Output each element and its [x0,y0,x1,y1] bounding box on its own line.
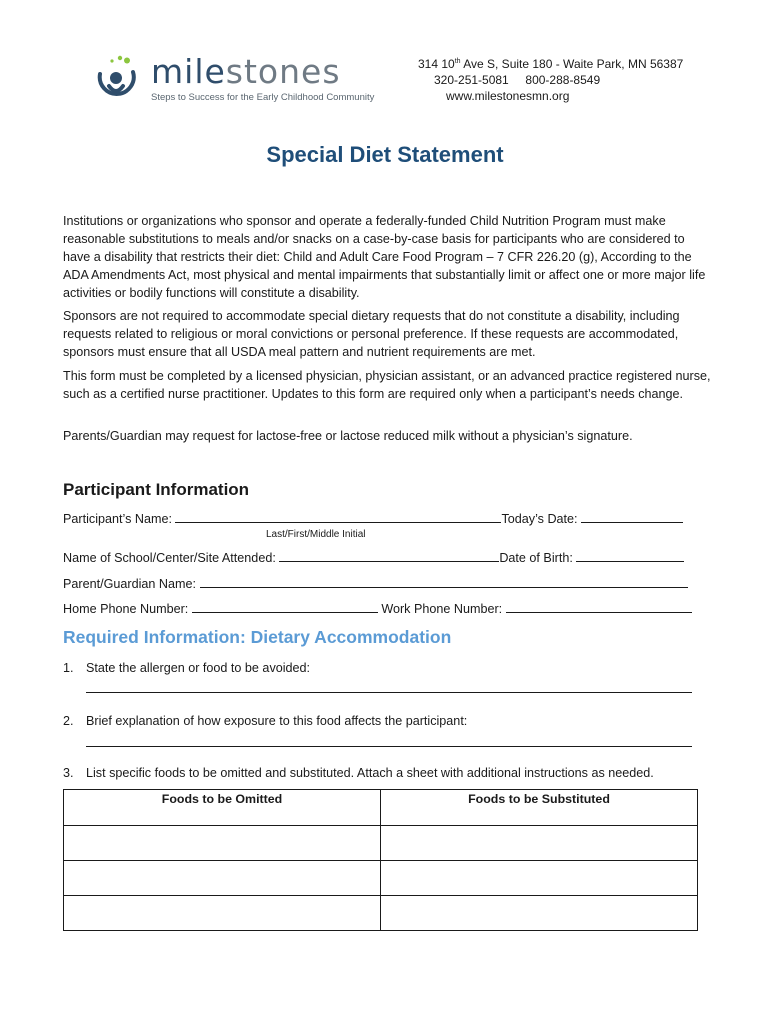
foods-table-header-row [64,790,698,826]
question-2-text: Brief explanation of how exposure to this food affects the participant: [86,714,468,728]
phone-row [63,600,692,616]
participant-name-row [63,510,683,526]
address-rest: Ave S, Suite 180 - Waite Park, MN 56387 [460,57,684,71]
home-phone-label: Home Phone Number: [63,602,189,616]
guardian-row [63,575,688,591]
participant-name-label: Participant’s Name: [63,512,172,526]
logo-word-part1: mile [151,52,226,91]
table-row [64,826,698,861]
question-1-text: State the allergen or food to be avoided: [86,661,311,675]
address-superscript: th [454,58,461,65]
foods-substituted-header: Foods to be Substituted [381,790,698,826]
dob-field[interactable] [576,549,684,562]
participant-name-field[interactable] [175,510,501,523]
question-3-number: 3. [63,766,74,780]
foods-table [63,789,698,931]
question-1 [63,661,310,675]
contact-phones: 320-251-5081 800-288-8549 [434,73,601,87]
substituted-cell[interactable] [381,861,698,896]
omitted-cell[interactable] [64,826,381,861]
address-number: 314 10 [418,57,455,71]
intro-paragraph-2: Sponsors are not required to accommodate special dietary requests that do not constitute a disability, including requests related to religious or moral convictions or personal preference. If these requests are accommodated, sponsors must ensure that all USDA meal pattern and nutrient requirements are met. [63,309,680,359]
logo-word-part2: stones [225,52,341,91]
document-title: Special Diet Statement [266,142,504,167]
question-2-number: 2. [63,714,74,728]
contact-address [418,54,698,72]
work-phone-label: Work Phone Number: [381,602,503,616]
todays-date-field[interactable] [581,510,683,523]
question-2 [63,714,467,728]
omitted-cell[interactable] [64,896,381,931]
guardian-field[interactable] [200,575,688,588]
question-3-text: List specific foods to be omitted and substituted. Attach a sheet with additional instructions as needed. [86,766,654,780]
milestones-logo-mark-icon [93,52,145,104]
dob-label: Date of Birth: [499,551,573,565]
question-1-answer-line[interactable] [86,692,692,693]
intro-paragraph-3: This form must be completed by a licensed physician, physician assistant, or an advanced practice registered nurse, such as a certified nurse practitioner. Updates to this form are required only when a participant’s needs change. [63,369,711,401]
table-row [64,861,698,896]
table-row [64,896,698,931]
intro-paragraph-4: Parents/Guardian may request for lactose-free or lactose reduced milk without a physician’s signature. [63,429,633,443]
logo-tagline: Steps to Success for the Early Childhood Community [151,92,375,103]
omitted-cell[interactable] [64,861,381,896]
contact-website: www.milestonesmn.org [446,89,570,103]
logo-wordmark [151,54,341,90]
contact-block [418,54,698,104]
guardian-label: Parent/Guardian Name: [63,577,197,591]
question-3 [63,766,654,780]
substituted-cell[interactable] [381,896,698,931]
dietary-accommodation-heading: Required Information: Dietary Accommodation [63,627,452,647]
milestones-logo [93,52,393,108]
home-phone-field[interactable] [192,600,378,613]
participant-info-heading: Participant Information [63,480,250,499]
school-dob-row [63,549,684,565]
todays-date-label: Today’s Date: [501,512,578,526]
foods-omitted-header: Foods to be Omitted [64,790,381,826]
question-1-number: 1. [63,661,74,675]
school-label: Name of School/Center/Site Attended: [63,551,276,565]
work-phone-field[interactable] [506,600,692,613]
substituted-cell[interactable] [381,826,698,861]
school-field[interactable] [279,549,499,562]
intro-paragraph-1: Institutions or organizations who sponsor and operate a federally-funded Child Nutrition Program must make reasonable substitutions to meals and/or snacks on a case-by-case basis for participants who are considered to have a disability that restricts their diet: Child and Adult Care Food Program – 7 CFR 226.20 (g), According to the ADA Amendments Act, most physical and mental impairments that substantially limit or affect one or more major life activities or bodily functions will constitute a disability. [63,214,706,300]
participant-name-sublabel: Last/First/Middle Initial [266,529,366,540]
question-2-answer-line[interactable] [86,746,692,747]
